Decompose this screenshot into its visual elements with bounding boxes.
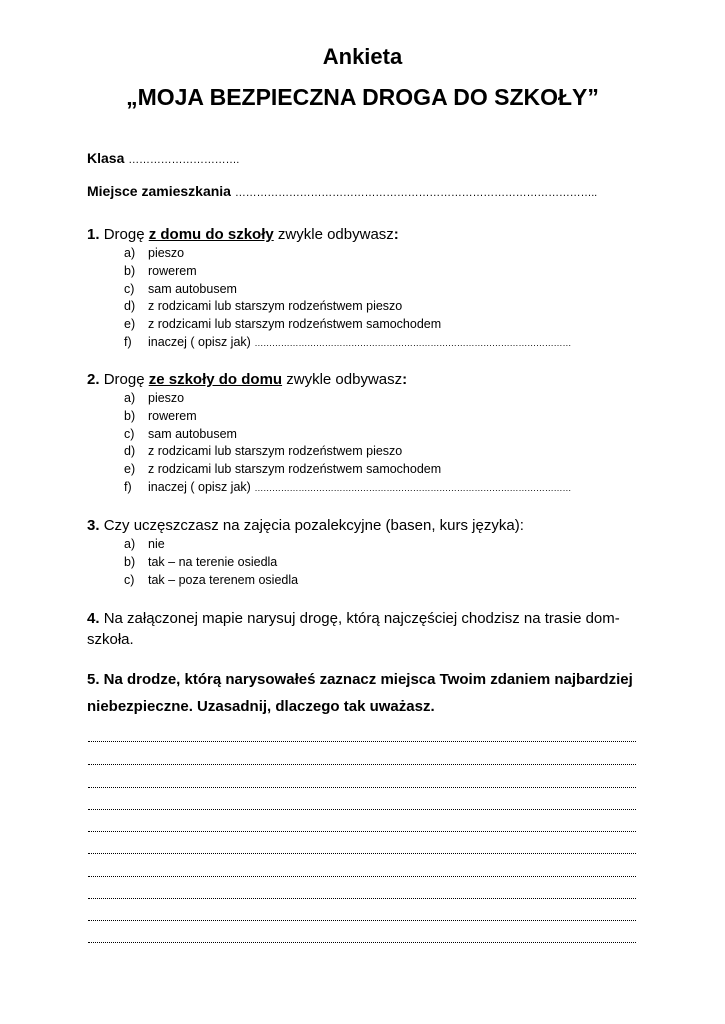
answer-line[interactable]: [88, 898, 636, 899]
answer-line[interactable]: [88, 741, 636, 742]
option-item[interactable]: [124, 390, 571, 408]
option-text: pieszo: [148, 391, 185, 405]
question-3-options: [124, 536, 298, 589]
option-text: sam autobusem: [148, 426, 237, 441]
option-item[interactable]: [124, 298, 571, 316]
question-3-number: 3.: [87, 517, 100, 534]
answer-line[interactable]: [88, 920, 636, 921]
option-letter: c): [124, 426, 135, 441]
question-2-pre: Drogę: [103, 371, 145, 388]
question-1-underlined: z domu do szkoły: [148, 226, 274, 243]
question-1-number: 1.: [87, 226, 100, 243]
klasa-label: Klasa: [87, 150, 125, 166]
question-4-text: Na załączonej mapie narysuj drogę, którą najczęściej chodzisz na trasie dom-szkoła.: [87, 610, 620, 648]
question-2-underlined: ze szkoły do domu: [148, 371, 283, 388]
option-text: pieszo: [148, 246, 185, 260]
option-text: z rodzicami lub starszym rodzeństwem pieszo: [148, 444, 403, 459]
question-1-post: zwykle odbywasz: [277, 226, 394, 243]
option-letter: b): [124, 408, 136, 423]
option-item[interactable]: [124, 572, 298, 590]
option-letter: a): [124, 537, 136, 551]
question-1: [87, 226, 399, 243]
option-item[interactable]: [124, 316, 571, 334]
question-2-number: 2.: [87, 371, 100, 388]
answer-line[interactable]: [88, 853, 636, 854]
option-text: nie: [148, 537, 165, 551]
option-item[interactable]: [124, 426, 571, 444]
survey-title: Ankieta: [322, 44, 403, 69]
option-item[interactable]: [124, 334, 571, 352]
question-2-colon: :: [402, 371, 408, 388]
option-text: z rodzicami lub starszym rodzeństwem samochodem: [148, 462, 442, 477]
option-text: tak – poza terenem osiedla: [148, 572, 299, 587]
klasa-field: [87, 150, 239, 166]
question-2-options: [124, 390, 571, 497]
answer-line[interactable]: [88, 764, 636, 765]
option-text: z rodzicami lub starszym rodzeństwem samochodem: [148, 317, 442, 332]
option-blank[interactable]: ………………………………………………………………………………………………: [254, 482, 572, 493]
option-text: rowerem: [148, 263, 197, 278]
answer-line[interactable]: [88, 942, 636, 943]
question-1-options: [124, 245, 571, 352]
option-letter: a): [124, 246, 136, 260]
answer-line[interactable]: [88, 809, 636, 810]
option-letter: e): [124, 317, 136, 332]
question-2-post: zwykle odbywasz: [286, 371, 403, 388]
option-letter: d): [124, 299, 136, 314]
option-text: tak – na terenie osiedla: [148, 554, 278, 569]
question-4-number: 4.: [87, 610, 100, 627]
option-item[interactable]: [124, 263, 571, 281]
option-item[interactable]: [124, 554, 298, 572]
question-4: [87, 608, 642, 650]
option-text: sam autobusem: [148, 281, 237, 296]
miejsce-label: Miejsce zamieszkania: [87, 183, 231, 199]
option-letter: f): [124, 334, 132, 349]
option-text: inaczej ( opisz jak): [148, 479, 251, 494]
survey-subtitle: „MOJA BEZPIECZNA DROGA DO SZKOŁY”: [126, 84, 599, 110]
option-item[interactable]: [124, 443, 571, 461]
miejsce-field: [87, 183, 597, 199]
klasa-blank[interactable]: ………………………….: [128, 154, 240, 166]
answer-line[interactable]: [88, 831, 636, 832]
question-1-colon: :: [393, 226, 399, 243]
option-letter: b): [124, 263, 136, 278]
option-item[interactable]: [124, 281, 571, 299]
option-item[interactable]: [124, 536, 298, 554]
question-3-text: Czy uczęszczasz na zajęcia pozalekcyjne (basen, kurs języka):: [103, 517, 524, 534]
option-letter: c): [124, 572, 135, 587]
answer-line[interactable]: [88, 876, 636, 877]
miejsce-blank[interactable]: ………………………………………………………………………………………..: [234, 187, 597, 199]
option-item[interactable]: [124, 479, 571, 497]
option-text: rowerem: [148, 408, 197, 423]
option-letter: b): [124, 554, 136, 569]
option-text: z rodzicami lub starszym rodzeństwem pieszo: [148, 299, 403, 314]
option-letter: f): [124, 479, 132, 494]
option-text: inaczej ( opisz jak): [148, 334, 251, 349]
option-item[interactable]: [124, 245, 571, 263]
option-letter: a): [124, 391, 136, 405]
option-letter: c): [124, 281, 135, 296]
option-letter: e): [124, 462, 136, 477]
option-letter: d): [124, 444, 136, 459]
option-item[interactable]: [124, 408, 571, 426]
answer-line[interactable]: [88, 787, 636, 788]
option-item[interactable]: [124, 461, 571, 479]
question-1-pre: Drogę: [103, 226, 145, 243]
option-blank[interactable]: ………………………………………………………………………………………………: [254, 337, 572, 348]
question-5: 5. Na drodze, którą narysowałeś zaznacz miejsca Twoim zdaniem najbardziej niebezpieczne. Uzasadnij, dlaczego tak uważasz.: [87, 671, 633, 715]
question-2: [87, 371, 407, 388]
question-3: [87, 517, 524, 534]
